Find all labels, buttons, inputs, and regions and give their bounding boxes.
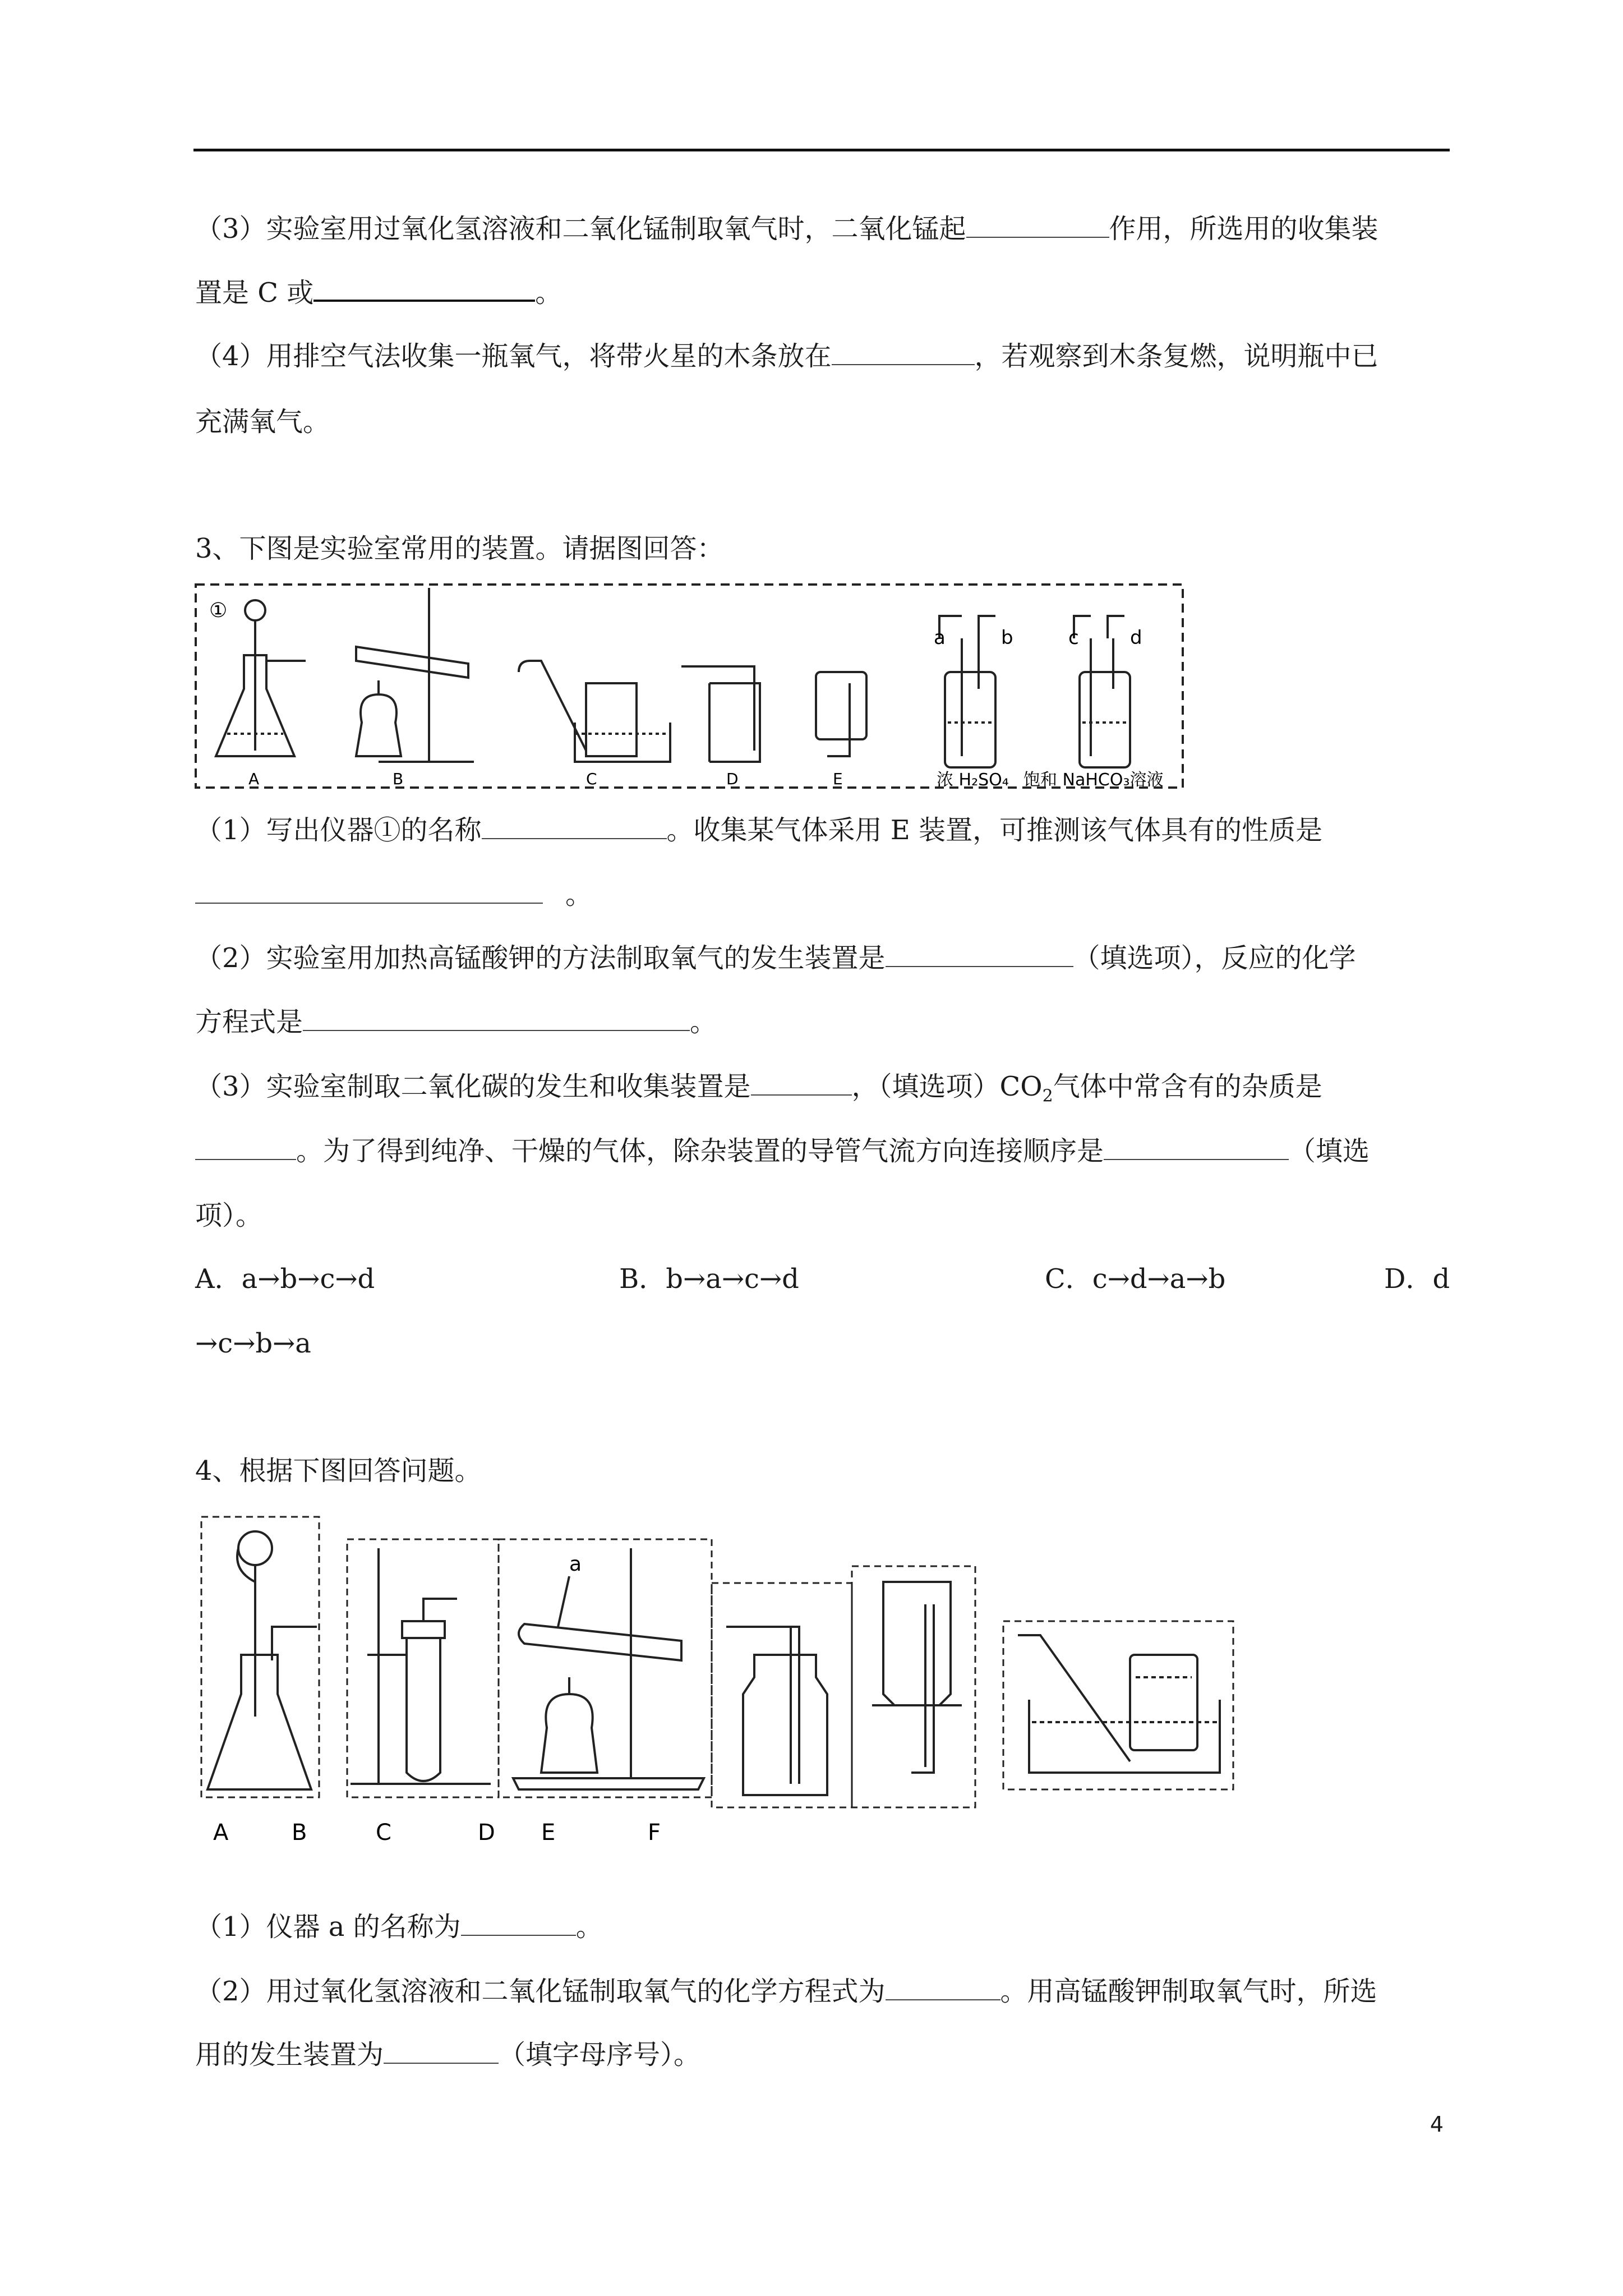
text: （3）实验室制取二氧化碳的发生和收集装置是 bbox=[195, 1071, 751, 1102]
answer-blank[interactable] bbox=[461, 1910, 576, 1936]
option-a[interactable]: A．a→b→c→d bbox=[195, 1263, 375, 1295]
text: ，（填选项）CO bbox=[851, 1071, 1043, 1102]
text: （2）实验室用加热高锰酸钾的方法制取氧气的发生装置是 bbox=[195, 942, 886, 974]
apparatus-e-bottle-icon bbox=[872, 1582, 962, 1773]
text: （3）实验室用过氧化氢溶液和二氧化锰制取氧气时，二氧化锰起 bbox=[195, 213, 966, 245]
fig-label-f: F bbox=[648, 1820, 661, 1846]
fig-label-e: E bbox=[833, 770, 843, 788]
answer-blank[interactable] bbox=[751, 1070, 852, 1096]
text: 用的发生装置为 bbox=[195, 2039, 384, 2070]
text: 。用高锰酸钾制取氧气时，所选 bbox=[1000, 1976, 1377, 2007]
q3-sub2-line1 bbox=[195, 941, 1356, 975]
apparatus-d-bottle-icon bbox=[681, 666, 760, 762]
q3-options bbox=[195, 1262, 1451, 1296]
fig-label-e: E bbox=[541, 1820, 556, 1846]
page-number: 4 bbox=[1430, 2112, 1444, 2137]
tube-label-d: d bbox=[1130, 627, 1142, 649]
q3-sub1-line1 bbox=[195, 813, 1322, 847]
text: 充满氧气。 bbox=[195, 406, 330, 438]
text: 。 bbox=[565, 879, 593, 910]
text: 置是 C 或 bbox=[195, 277, 314, 309]
answer-blank[interactable] bbox=[313, 275, 535, 302]
apparatus-d-bottle-icon bbox=[726, 1627, 827, 1795]
text: （填选 bbox=[1289, 1135, 1370, 1167]
text: （2）用过氧化氢溶液和二氧化锰制取氧气的化学方程式为 bbox=[195, 1976, 886, 2007]
tube-label-a: a bbox=[569, 1553, 582, 1576]
q3-intro: 3、下图是实验室常用的装置。请据图回答： bbox=[195, 533, 724, 564]
text: 。 bbox=[535, 277, 562, 309]
text: （1）写出仪器①的名称 bbox=[195, 815, 482, 846]
apparatus-b-stand-icon bbox=[356, 588, 474, 762]
q2-part4-line2 bbox=[195, 405, 330, 439]
q3-apparatus-figure bbox=[193, 582, 1186, 795]
header-rule bbox=[193, 149, 1450, 151]
q2-part4-line1 bbox=[195, 339, 1378, 373]
text: （1）仪器 a 的名称为 bbox=[195, 1911, 461, 1943]
q3-sub3-line2 bbox=[195, 1134, 1370, 1168]
reagent-label-1: 浓 H₂SO₄ bbox=[937, 770, 1009, 790]
q2-part3-line1 bbox=[195, 212, 1378, 246]
answer-blank[interactable] bbox=[966, 212, 1109, 238]
text: 。 bbox=[690, 1006, 717, 1038]
apparatus-a-flask-icon bbox=[208, 1531, 317, 1789]
apparatus-e-bottle-icon bbox=[816, 672, 866, 756]
answer-blank[interactable] bbox=[303, 1005, 690, 1031]
text: （填字母序号）。 bbox=[499, 2039, 701, 2070]
apparatus-c-heating-icon bbox=[513, 1548, 704, 1789]
q4-sub1 bbox=[195, 1910, 603, 1944]
option-d[interactable]: D．d bbox=[1384, 1263, 1450, 1295]
text: （填选项），反应的化学 bbox=[1073, 942, 1356, 974]
answer-blank[interactable] bbox=[195, 878, 543, 904]
answer-blank[interactable] bbox=[886, 941, 1073, 967]
text: 作用，所选用的收集装 bbox=[1109, 213, 1378, 245]
answer-blank[interactable] bbox=[1104, 1134, 1289, 1160]
fig-label-a: A bbox=[248, 770, 260, 788]
q3-sub3-line3: 项）。 bbox=[195, 1200, 263, 1231]
q2-part3-line2 bbox=[195, 275, 562, 310]
fig-label-d: D bbox=[478, 1820, 495, 1846]
fig-label-a: A bbox=[213, 1820, 229, 1846]
text: 。收集某气体采用 E 装置，可推测该气体具有的性质是 bbox=[666, 815, 1323, 846]
answer-blank[interactable] bbox=[482, 813, 667, 839]
apparatus-b-tube-icon bbox=[351, 1548, 491, 1784]
fig-label-b: B bbox=[393, 770, 404, 788]
q4-sub2-line1 bbox=[195, 1975, 1377, 2008]
q4-sub2-line2 bbox=[195, 2038, 700, 2072]
text: ，若观察到木条复燃，说明瓶中已 bbox=[974, 341, 1378, 372]
text: （4）用排空气法收集一瓶氧气，将带火星的木条放在 bbox=[195, 341, 832, 372]
apparatus-a-flask-icon bbox=[216, 600, 306, 756]
tube-label-b: b bbox=[1001, 627, 1013, 649]
q4-apparatus-figure bbox=[199, 1515, 1237, 1862]
answer-blank[interactable] bbox=[384, 2038, 499, 2064]
apparatus-c-trough-icon bbox=[519, 661, 670, 762]
q4-intro: 4、根据下图回答问题。 bbox=[195, 1455, 482, 1487]
marker-1: ① bbox=[209, 599, 228, 622]
q3-sub2-line2 bbox=[195, 1005, 717, 1039]
tube-label-c: c bbox=[1068, 627, 1079, 649]
answer-blank[interactable] bbox=[832, 339, 975, 365]
text: 。为了得到纯净、干燥的气体，除杂装置的导管气流方向连接顺序是 bbox=[296, 1135, 1104, 1167]
reagent-label-2: 饱和 NaHCO₃溶液 bbox=[1023, 770, 1164, 790]
wash-bottle-sulfuric-acid-icon bbox=[939, 616, 995, 767]
text: 方程式是 bbox=[195, 1006, 303, 1038]
wash-bottle-bicarbonate-icon bbox=[1074, 616, 1130, 767]
subscript: 2 bbox=[1042, 1086, 1053, 1106]
q3-sub3-line1 bbox=[195, 1070, 1322, 1114]
fig-label-c: C bbox=[586, 770, 597, 788]
answer-blank[interactable] bbox=[886, 1975, 1000, 2000]
answer-blank[interactable] bbox=[195, 1134, 296, 1160]
fig-label-c: C bbox=[376, 1820, 391, 1846]
q3-sub1-line2 bbox=[195, 878, 592, 912]
q3-option-d-continued: →c→b→a bbox=[195, 1328, 311, 1359]
tube-label-a: a bbox=[934, 627, 946, 649]
text: 。 bbox=[575, 1911, 603, 1943]
option-b[interactable]: B．b→a→c→d bbox=[619, 1263, 799, 1295]
text: 气体中常含有的杂质是 bbox=[1053, 1071, 1322, 1102]
fig-label-b: B bbox=[292, 1820, 307, 1846]
fig-label-d: D bbox=[726, 770, 739, 788]
option-c[interactable]: C．c→d→a→b bbox=[1045, 1263, 1226, 1295]
apparatus-f-trough-icon bbox=[1018, 1635, 1220, 1773]
